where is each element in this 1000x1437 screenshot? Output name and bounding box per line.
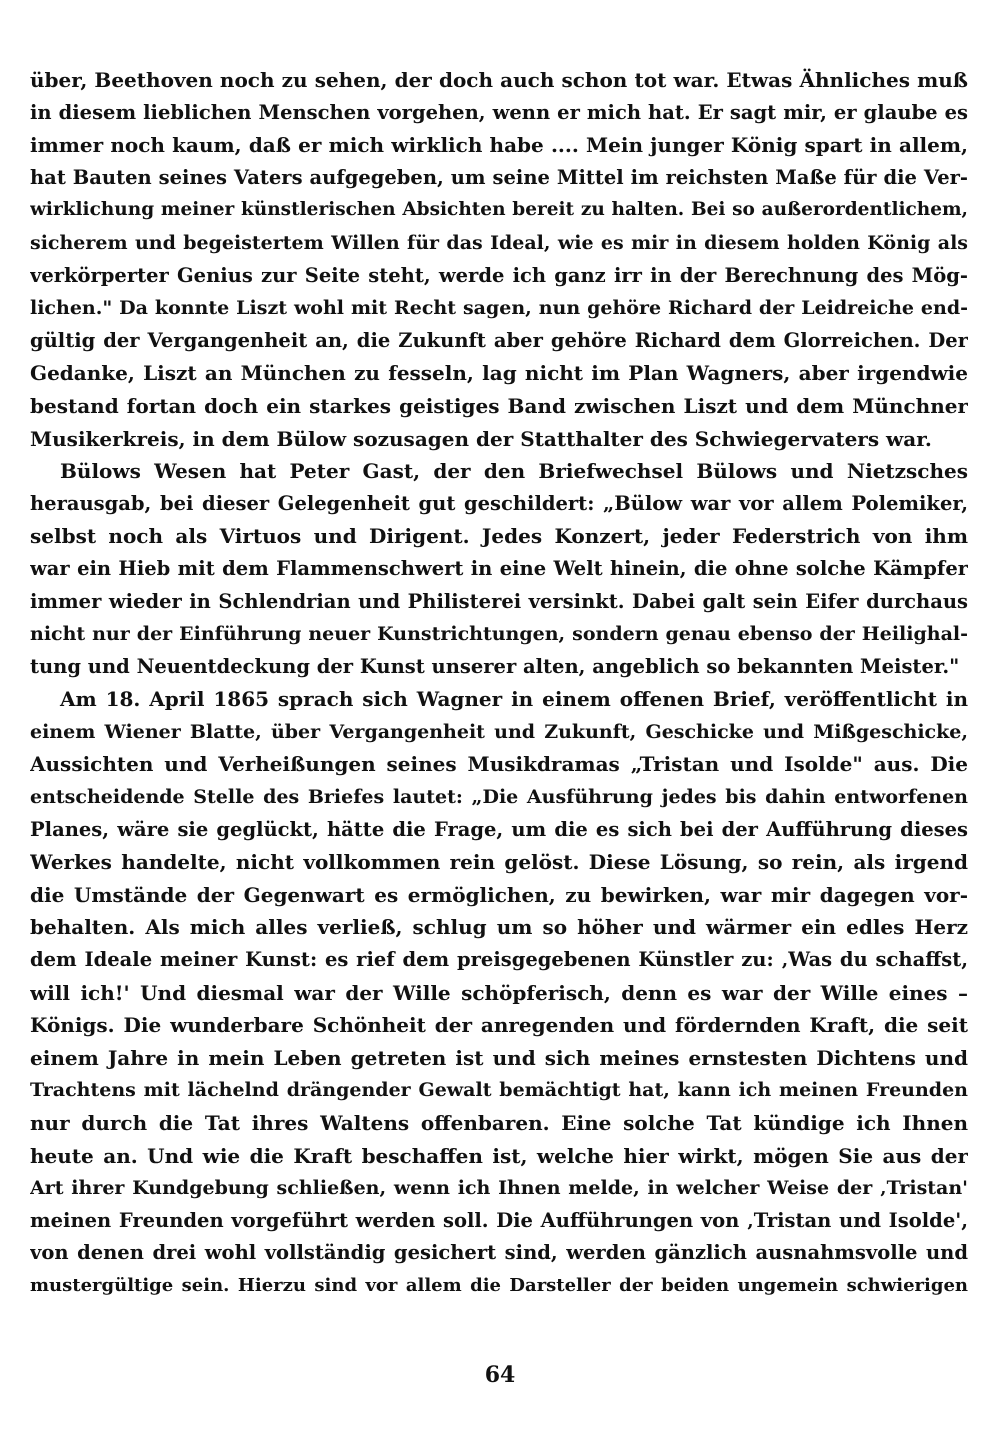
text-line: einem Wiener Blatte, über Vergangenheit und Zukunft, Geschicke und Mißgeschicke, xyxy=(30,720,968,743)
text-line: lichen." Da konnte Liszt wohl mit Recht sagen, nun gehöre Richard der Leidreiche end- xyxy=(30,297,968,320)
text-line: heute an. Und wie die Kraft beschaffen ist, welche hier wirkt, mögen Sie aus der xyxy=(30,1143,968,1168)
text-line: von denen drei wohl vollständig gesichert sind, werden gänzlich ausnahmsvolle und xyxy=(30,1241,968,1265)
text-line: gültig der Vergangenheit an, die Zukunft aber gehöre Richard dem Glorreichen. Der xyxy=(30,328,968,352)
text-line: nicht nur der Einführung neuer Kunstrichtungen, sondern genau ebenso der Heilighal- xyxy=(30,623,968,646)
text-line: Planes, wäre sie geglückt, hätte die Frage, um die es sich bei der Aufführung dieses xyxy=(30,817,968,841)
text-line: in diesem lieblichen Menschen vorgehen, wenn er mich hat. Er sagt mir, er glaube es xyxy=(30,100,968,124)
text-line: über, Beethoven noch zu sehen, der doch auch schon tot war. Etwas Ähnliches muß xyxy=(30,68,968,92)
paragraph-2 xyxy=(30,455,968,683)
text-line: bestand fortan doch ein starkes geistiges Band zwischen Liszt und dem Münchner xyxy=(30,393,968,418)
text-line: Gedanke, Liszt an München zu fesseln, lag nicht im Plan Wagners, aber irgendwie xyxy=(30,361,968,386)
text-line: entscheidende Stelle des Briefes lautet: „Die Ausführung jedes bis dahin entworfenen xyxy=(30,786,968,809)
text-line: verkörperter Genius zur Seite steht, werde ich ganz irr in der Berechnung des Mög- xyxy=(30,263,968,287)
text-line: Am 18. April 1865 sprach sich Wagner in einem offenen Brief, veröffentlicht in xyxy=(60,687,968,712)
text-line: immer noch kaum, daß er mich wirklich habe .... Mein junger König spart in allem, xyxy=(30,133,968,158)
text-line: mustergültige sein. Hierzu sind vor allem die Darsteller der beiden ungemein schwierigen xyxy=(30,1274,968,1296)
text-line: Art ihrer Kundgebung schließen, wenn ich Ihnen melde, in welcher Weise der ‚Tristan' xyxy=(30,1177,968,1200)
text-line: immer wieder in Schlendrian und Philisterei versinkt. Dabei galt sein Eifer durchaus xyxy=(30,589,968,613)
text-line: will ich!' Und diesmal war der Wille schöpferisch, denn es war der Wille eines – xyxy=(30,980,968,1005)
text-line: dem Ideale meiner Kunst: es rief dem preisgegebenen Künstler zu: ‚Was du schaffst, xyxy=(30,948,968,972)
text-line: wirklichung meiner künstlerischen Absichten bereit zu halten. Bei so außerordentlichem, xyxy=(30,199,968,221)
text-line: meinen Freunden vorgeführt werden soll. Die Aufführungen von ‚Tristan und Isolde', xyxy=(30,1208,968,1232)
page-number: 64 xyxy=(484,1362,516,1388)
text-line: Trachtens mit lächelnd drängender Gewalt bemächtigt hat, kann ich meinen Freunden xyxy=(30,1079,968,1102)
paragraph-3 xyxy=(30,683,968,1302)
paragraph-1 xyxy=(30,64,968,455)
text-line: sicherem und begeistertem Willen für das Ideal, wie es mir in diesem holden König als xyxy=(30,231,968,254)
text-line: die Umstände der Gegenwart es ermöglichen, zu bewirken, war mir dagegen vor- xyxy=(30,882,968,907)
text-line: Werkes handelte, nicht vollkommen rein gelöst. Diese Lösung, so rein, als irgend xyxy=(30,850,968,875)
text-line: herausgab, bei dieser Gelegenheit gut geschildert: „Bülow war vor allem Polemiker, xyxy=(30,491,968,515)
text-line: behalten. Als mich alles verließ, schlug um so höher und wärmer ein edles Herz xyxy=(30,915,968,940)
text-line: Bülows Wesen hat Peter Gast, der den Briefwechsel Bülows und Nietzsches xyxy=(60,459,968,484)
page-body xyxy=(30,64,968,1303)
text-line: nur durch die Tat ihres Waltens offenbaren. Eine solche Tat kündige ich Ihnen xyxy=(30,1111,968,1135)
text-line: einem Jahre in mein Leben getreten ist und sich meines ernstesten Dichtens und xyxy=(30,1045,968,1070)
text-line: Königs. Die wunderbare Schönheit der anregenden und fördernden Kraft, die seit xyxy=(30,1013,968,1038)
text-line: tung und Neuentdeckung der Kunst unserer alten, angeblich so bekannten Meister." xyxy=(30,654,960,678)
text-line: selbst noch als Virtuos und Dirigent. Jedes Konzert, jeder Federstrich von ihm xyxy=(30,524,968,549)
text-line: Musikerkreis, in dem Bülow sozusagen der Statthalter des Schwiegervaters war. xyxy=(30,426,932,451)
text-line: war ein Hieb mit dem Flammenschwert in eine Welt hinein, die ohne solche Kämpfer xyxy=(30,556,968,580)
text-line: hat Bauten seines Vaters aufgegeben, um seine Mittel im reichsten Maße für die Ver- xyxy=(30,165,968,189)
text-line: Aussichten und Verheißungen seines Musikdramas „Tristan und Isolde" aus. Die xyxy=(30,752,968,777)
